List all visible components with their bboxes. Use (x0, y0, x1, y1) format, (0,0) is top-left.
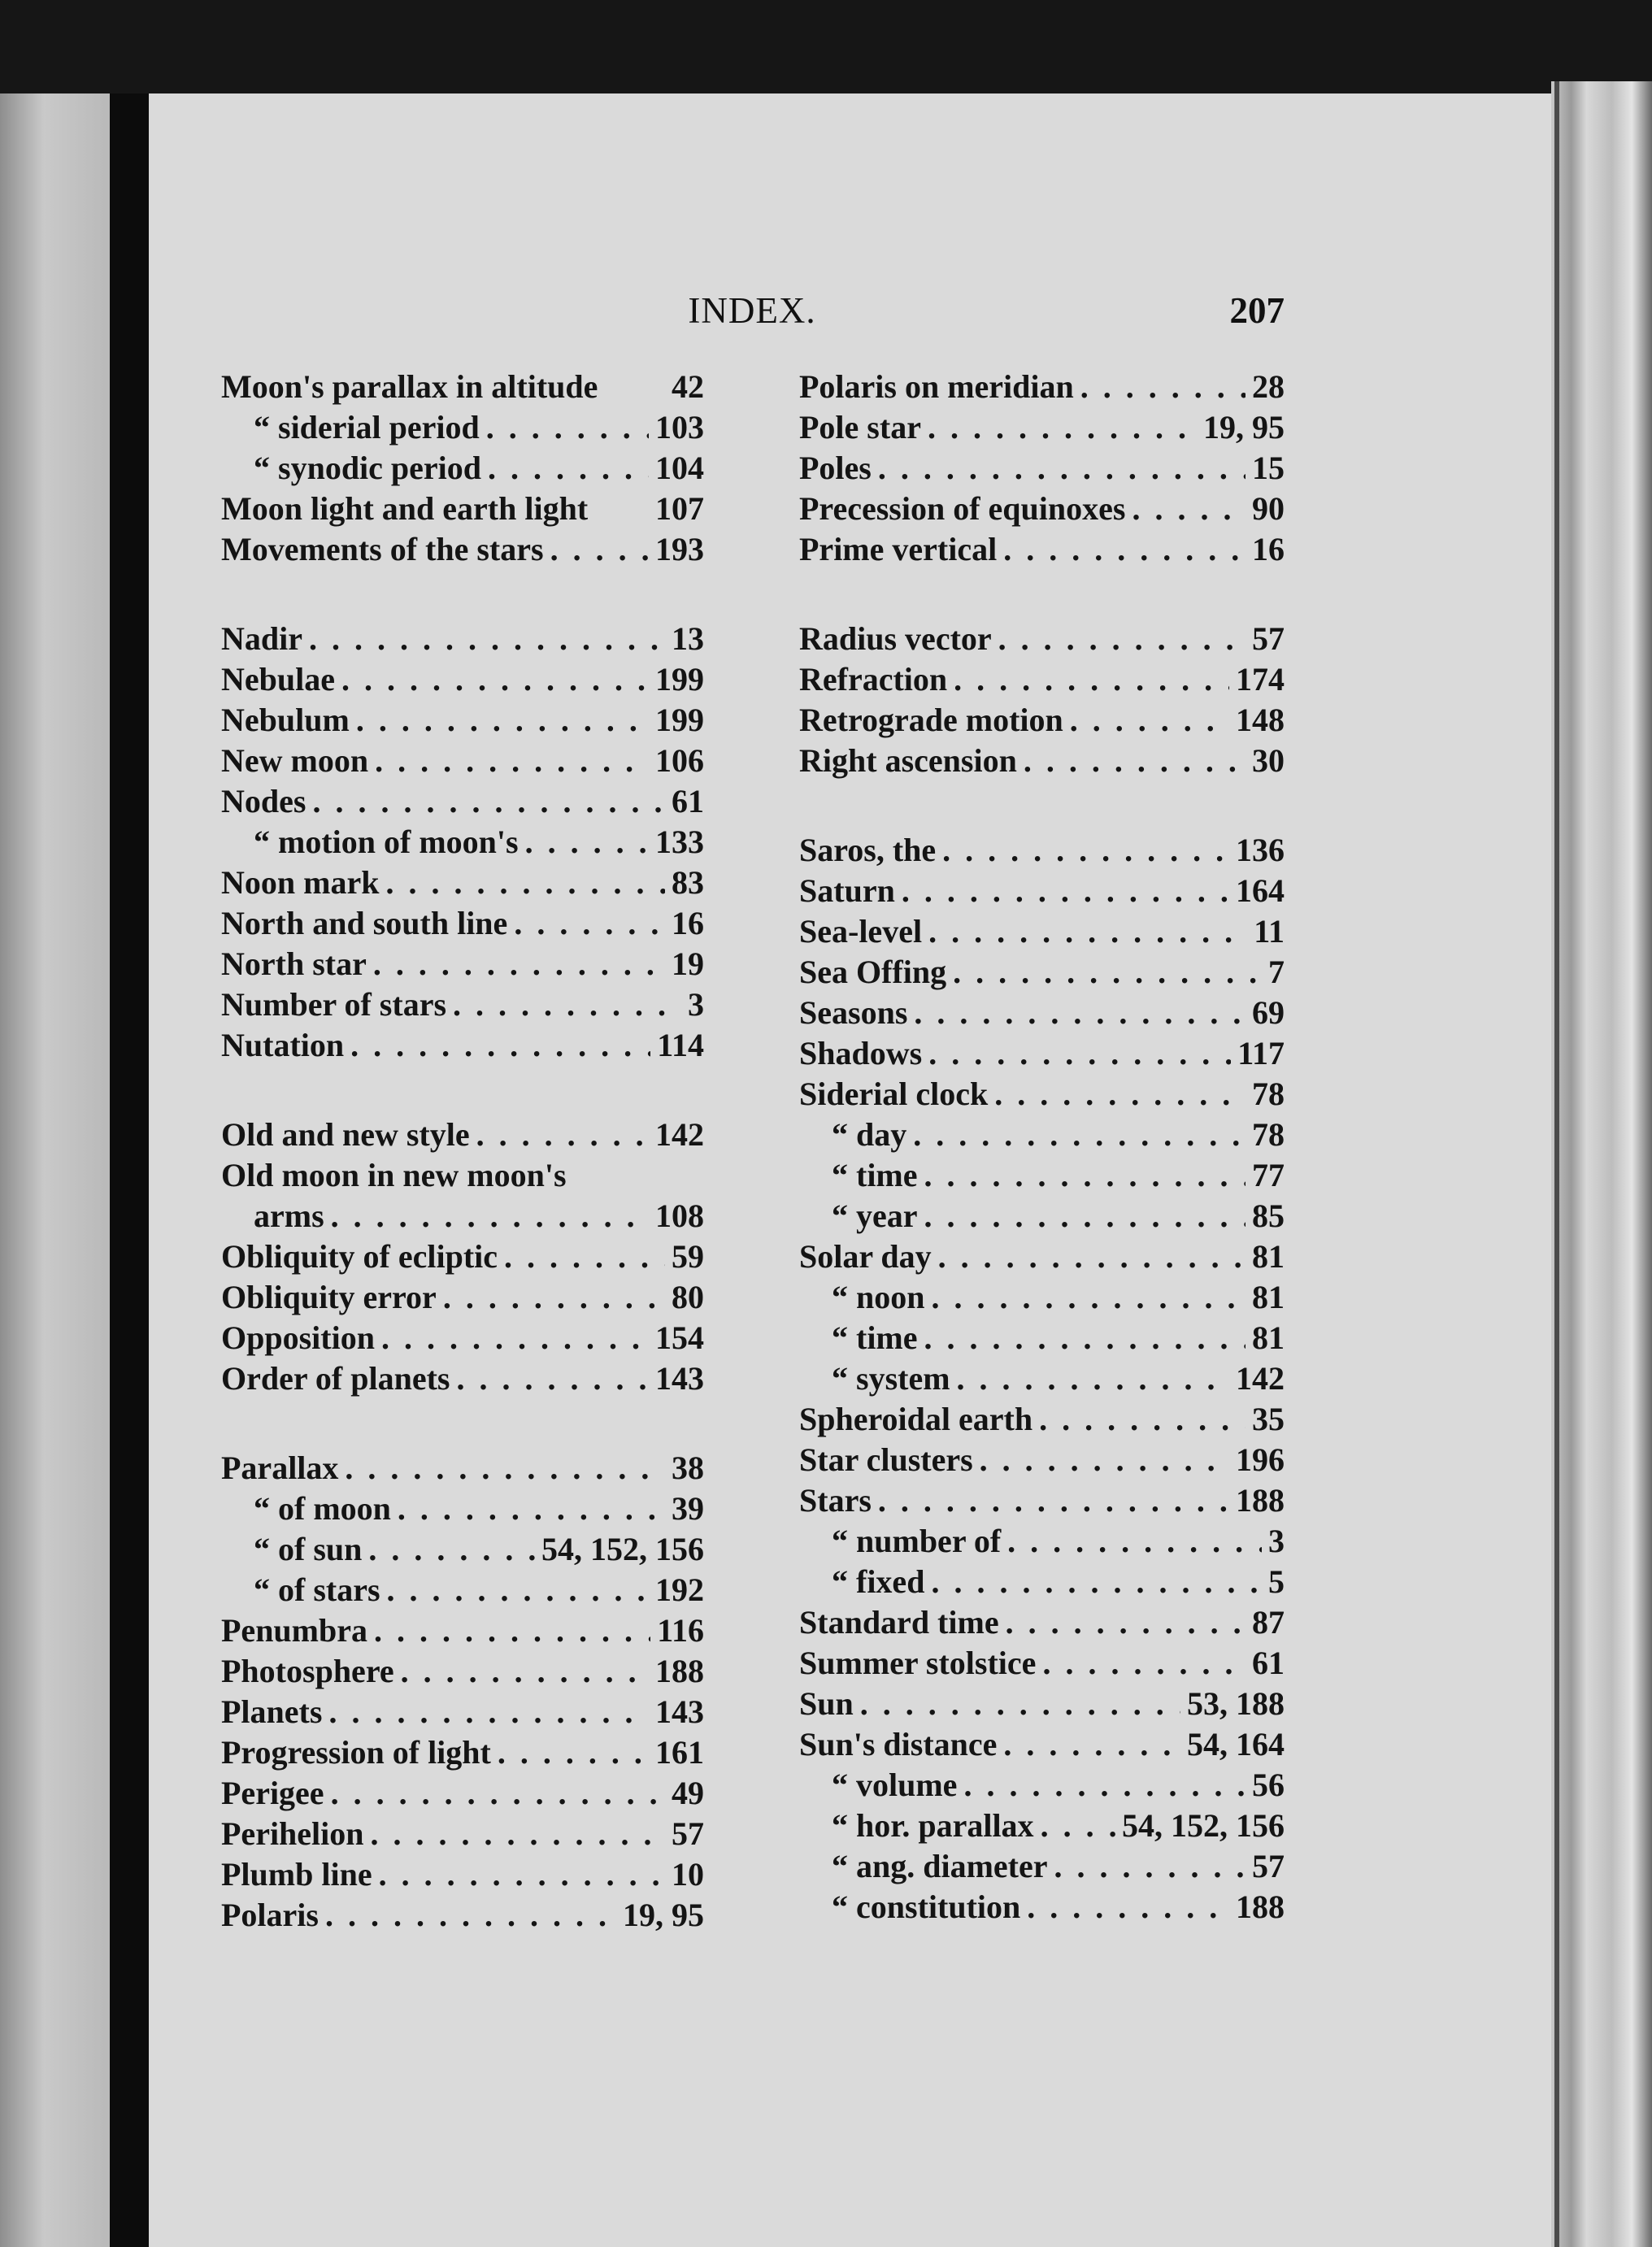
entry-label: Poles (799, 450, 872, 486)
entry-label: Obliquity error (221, 1279, 437, 1315)
entry-page-ref: 57 (1252, 620, 1285, 657)
leader-dots (328, 1693, 649, 1731)
index-entry (221, 1815, 704, 1855)
leader-dots (914, 993, 1246, 1032)
entry-label: “ volume (832, 1767, 958, 1803)
leader-dots (998, 619, 1246, 658)
entry-label: “ system (832, 1360, 950, 1397)
entry-page-ref: 15 (1252, 450, 1285, 486)
entry-label: Refraction (799, 661, 948, 698)
index-entry (221, 1278, 704, 1319)
entry-label: Summer stolstice (799, 1645, 1037, 1681)
leader-dots (938, 1237, 1246, 1276)
entry-label: “ motion of moon's (254, 824, 519, 860)
leader-dots (994, 1075, 1246, 1113)
entry-label: Shadows (799, 1035, 923, 1071)
index-entry (799, 1603, 1285, 1644)
index-entry (799, 1766, 1285, 1806)
entry-page-ref: 103 (655, 409, 704, 445)
leader-dots (913, 1115, 1246, 1154)
binding-shadow (110, 93, 149, 2247)
index-entry (799, 1319, 1285, 1359)
leader-dots (341, 660, 649, 698)
leader-dots (1070, 701, 1229, 739)
leader-dots (931, 1562, 1262, 1601)
entry-page-ref: 133 (655, 824, 704, 860)
index-entry (799, 1034, 1285, 1075)
index-entry (799, 530, 1285, 571)
index-entry (799, 1278, 1285, 1319)
entry-page-ref: 193 (655, 531, 704, 567)
index-entry (221, 1489, 704, 1530)
leader-dots (331, 1774, 665, 1812)
leader-dots (1027, 1888, 1229, 1926)
entry-label: Order of planets (221, 1360, 450, 1397)
entry-label: “ time (832, 1157, 918, 1193)
entry-page-ref: 81 (1252, 1279, 1285, 1315)
entry-label: North star (221, 945, 367, 982)
index-entry (799, 1847, 1285, 1888)
page-number: 207 (1229, 290, 1285, 331)
entry-page-ref: 142 (1236, 1360, 1285, 1397)
entry-label: Saros, the (799, 832, 937, 868)
leader-dots (345, 1449, 665, 1487)
entry-page-ref: 53, 188 (1187, 1685, 1285, 1722)
leader-dots (385, 863, 665, 902)
entry-label: “ noon (832, 1279, 925, 1315)
index-entry (799, 993, 1285, 1034)
index-entry (221, 985, 704, 1026)
index-entry (221, 1449, 704, 1489)
leader-dots (356, 701, 649, 739)
entry-label: Solar day (799, 1238, 932, 1275)
entry-label: Old and new style (221, 1116, 470, 1153)
index-entry (221, 1774, 704, 1815)
entry-label: Nebulae (221, 661, 335, 698)
entry-page-ref: 19 (672, 945, 704, 982)
entry-label: Right ascension (799, 742, 1017, 779)
index-entry (799, 1156, 1285, 1197)
leader-dots (954, 660, 1229, 698)
entry-label: Planets (221, 1693, 323, 1730)
leader-dots (932, 1278, 1246, 1316)
leader-dots (942, 831, 1229, 869)
index-entry (799, 1644, 1285, 1684)
index-entry (221, 449, 704, 489)
entry-label: Parallax (221, 1449, 339, 1486)
index-entry (799, 741, 1285, 782)
leader-dots (980, 1441, 1229, 1479)
entry-page-ref: 13 (672, 620, 704, 657)
leader-dots (371, 1815, 665, 1853)
entry-page-ref: 142 (655, 1116, 704, 1153)
entry-page-ref: 57 (1252, 1848, 1285, 1884)
index-entry (221, 945, 704, 985)
entry-label: Sea Offing (799, 954, 947, 990)
index-entry (221, 904, 704, 945)
entry-label: Prime vertical (799, 531, 998, 567)
index-entry (221, 741, 704, 782)
leader-dots (878, 1481, 1229, 1519)
entry-label: Obliquity of ecliptic (221, 1238, 498, 1275)
entry-page-ref: 81 (1252, 1238, 1285, 1275)
entry-page-ref: 174 (1236, 661, 1285, 698)
leader-dots (860, 1684, 1180, 1723)
index-entry (799, 1400, 1285, 1441)
index-entry (799, 1359, 1285, 1400)
entry-page-ref: 69 (1252, 994, 1285, 1031)
entry-page-ref: 42 (672, 368, 704, 405)
entry-page-ref: 78 (1252, 1116, 1285, 1153)
entry-page-ref: 28 (1252, 368, 1285, 405)
leader-dots (443, 1278, 665, 1316)
index-entry (221, 619, 704, 660)
index-entry (799, 1725, 1285, 1766)
entry-label: Number of stars (221, 986, 447, 1023)
leader-dots (878, 449, 1246, 487)
index-entry (799, 408, 1285, 449)
index-entry (221, 1026, 704, 1067)
index-entry (221, 408, 704, 449)
leader-dots (1006, 1603, 1246, 1641)
entry-label: Progression of light (221, 1734, 491, 1771)
entry-page-ref: 199 (655, 661, 704, 698)
entry-page-ref: 104 (655, 450, 704, 486)
index-entry (221, 1855, 704, 1896)
entry-label: Seasons (799, 994, 908, 1031)
entry-page-ref: 56 (1252, 1767, 1285, 1803)
entry-label: “ of stars (254, 1571, 380, 1608)
entry-page-ref: 35 (1252, 1401, 1285, 1437)
leader-dots (902, 871, 1229, 910)
entry-label: “ synodic period (254, 450, 482, 486)
entry-page-ref: 188 (655, 1653, 704, 1689)
leader-dots (1080, 367, 1246, 406)
entry-label: “ time (832, 1319, 918, 1356)
entry-page-ref: 7 (1268, 954, 1285, 990)
leader-dots (498, 1733, 649, 1771)
index-entry (221, 489, 704, 530)
entry-label: Sea-level (799, 913, 923, 950)
entry-page-ref: 136 (1236, 832, 1285, 868)
index-entry (799, 953, 1285, 993)
entry-label: “ ang. diameter (832, 1848, 1048, 1884)
leader-dots (1024, 741, 1246, 780)
entry-label: North and south line (221, 905, 508, 941)
entry-label: Retrograde motion (799, 702, 1063, 738)
leader-dots (504, 1237, 665, 1276)
entry-page-ref: 106 (655, 742, 704, 779)
entry-label: Nadir (221, 620, 302, 657)
index-entry (221, 782, 704, 823)
leader-dots (1007, 1522, 1262, 1560)
index-entry (221, 1896, 704, 1936)
entry-page-ref: 78 (1252, 1076, 1285, 1112)
index-entry (221, 530, 704, 571)
entry-page-ref: 39 (672, 1490, 704, 1527)
entry-page-ref: 148 (1236, 702, 1285, 738)
leader-dots (924, 1319, 1246, 1357)
entry-label: Moon's parallax in altitude (221, 368, 598, 405)
index-entry (799, 1237, 1285, 1278)
entry-label: Precession of equinoxes (799, 490, 1126, 527)
leader-dots (928, 912, 1247, 950)
entry-label: “ fixed (832, 1563, 925, 1600)
leader-dots (525, 823, 649, 861)
entry-label: Old moon in new moon's (221, 1157, 567, 1193)
entry-label: Star clusters (799, 1441, 973, 1478)
entry-page-ref: 161 (655, 1734, 704, 1771)
index-entry (221, 1359, 704, 1400)
leader-dots (486, 408, 649, 446)
entry-label: Standard time (799, 1604, 999, 1641)
leader-dots (953, 953, 1262, 991)
index-entry (221, 1237, 704, 1278)
entry-label: Perihelion (221, 1815, 364, 1852)
entry-page-ref: 49 (672, 1775, 704, 1811)
index-entry (799, 1441, 1285, 1481)
leader-dots (398, 1489, 665, 1528)
leader-dots (488, 449, 649, 487)
entry-page-ref: 196 (1236, 1441, 1285, 1478)
entry-page-ref: 19, 95 (623, 1897, 704, 1933)
entry-label: Stars (799, 1482, 872, 1519)
entry-label: “ constitution (832, 1888, 1021, 1925)
entry-page-ref: 90 (1252, 490, 1285, 527)
entry-label: “ hor. parallax (832, 1807, 1034, 1844)
entry-page-ref: 81 (1252, 1319, 1285, 1356)
leader-dots (1003, 1725, 1180, 1763)
index-entry (799, 831, 1285, 871)
leader-dots (1039, 1400, 1246, 1438)
page-stack-edge (1551, 81, 1652, 2247)
entry-page-ref: 154 (655, 1319, 704, 1356)
index-title: INDEX. (688, 290, 816, 331)
entry-label: Perigee (221, 1775, 324, 1811)
entry-page-ref: 3 (1268, 1523, 1285, 1559)
adjacent-page-edge (0, 93, 110, 2247)
entry-page-ref: 77 (1252, 1157, 1285, 1193)
index-entry (799, 619, 1285, 660)
index-entry (221, 1319, 704, 1359)
leader-dots (476, 1115, 649, 1154)
entry-page-ref: 85 (1252, 1197, 1285, 1234)
index-entry (799, 449, 1285, 489)
entry-page-ref: 57 (672, 1815, 704, 1852)
entry-label: Nutation (221, 1027, 345, 1063)
index-entry (799, 1806, 1285, 1847)
index-entry (221, 1530, 704, 1571)
index-entry (799, 701, 1285, 741)
leader-dots (379, 1855, 665, 1893)
entry-label: Polaris on meridian (799, 368, 1074, 405)
index-entry (799, 1197, 1285, 1237)
leader-dots (325, 1896, 616, 1934)
entry-page-ref: 54, 152, 156 (541, 1531, 704, 1567)
entry-label: Photosphere (221, 1653, 394, 1689)
index-entry (221, 1733, 704, 1774)
entry-label: Polaris (221, 1897, 319, 1933)
entry-page-ref: 11 (1254, 913, 1285, 950)
index-entry (799, 1888, 1285, 1928)
index-entry (799, 367, 1285, 408)
index-entry (799, 871, 1285, 912)
entry-label: Spheroidal earth (799, 1401, 1033, 1437)
leader-dots (1042, 1644, 1246, 1682)
entry-label: “ year (832, 1197, 918, 1234)
index-entry (221, 1571, 704, 1611)
entry-page-ref: 117 (1237, 1035, 1285, 1071)
entry-label: “ of sun (254, 1531, 363, 1567)
entry-label: Radius vector (799, 620, 992, 657)
entry-label: arms (254, 1197, 324, 1234)
leader-dots (928, 1034, 1231, 1072)
index-entry (799, 1075, 1285, 1115)
index-entry (221, 823, 704, 863)
leader-dots (963, 1766, 1246, 1804)
entry-label: Nebulum (221, 702, 350, 738)
leader-dots (401, 1652, 649, 1690)
entry-label: Noon mark (221, 864, 380, 901)
entry-label: Sun (799, 1685, 854, 1722)
entry-page-ref: 164 (1236, 872, 1285, 909)
entry-page-ref: 54, 164 (1187, 1726, 1285, 1762)
leader-dots (456, 1359, 649, 1397)
index-entry (799, 1522, 1285, 1562)
index-entry (221, 1611, 704, 1652)
entry-label: Sun's distance (799, 1726, 998, 1762)
entry-page-ref: 5 (1268, 1563, 1285, 1600)
entry-label: “ number of (832, 1523, 1002, 1559)
leader-dots (1003, 530, 1246, 568)
entry-page-ref: 143 (655, 1360, 704, 1397)
entry-label: “ day (832, 1116, 907, 1153)
entry-page-ref: 3 (688, 986, 704, 1023)
entry-label: Penumbra (221, 1612, 367, 1649)
leader-dots (312, 782, 665, 820)
page-header (220, 289, 1285, 338)
entry-page-ref: 116 (657, 1612, 704, 1649)
leader-dots (387, 1571, 649, 1609)
leader-dots (350, 1026, 650, 1064)
leader-dots (381, 1319, 649, 1357)
entry-label: Siderial clock (799, 1076, 989, 1112)
leader-dots (309, 619, 665, 658)
entry-page-ref: 19, 95 (1203, 409, 1285, 445)
leader-dots (957, 1359, 1229, 1397)
leader-dots (1041, 1806, 1115, 1845)
entry-label: Opposition (221, 1319, 375, 1356)
entry-label: Movements of the stars (221, 531, 544, 567)
leader-dots (368, 1530, 535, 1568)
entry-page-ref: 16 (672, 905, 704, 941)
index-entry (799, 1115, 1285, 1156)
index-entry (799, 660, 1285, 701)
entry-page-ref: 61 (672, 783, 704, 819)
leader-dots (514, 904, 665, 942)
index-entry (221, 1156, 704, 1197)
entry-label: New moon (221, 742, 369, 779)
index-entry (799, 1481, 1285, 1522)
leader-dots (375, 741, 649, 780)
leader-dots (373, 945, 665, 983)
index-entry (221, 1115, 704, 1156)
entry-page-ref: 143 (655, 1693, 704, 1730)
entry-page-ref: 80 (672, 1279, 704, 1315)
index-entry (799, 1684, 1285, 1725)
entry-page-ref: 38 (672, 1449, 704, 1486)
index-entry (221, 863, 704, 904)
entry-page-ref: 59 (672, 1238, 704, 1275)
leader-dots (1132, 489, 1246, 528)
leader-dots (928, 408, 1197, 446)
entry-page-ref: 188 (1236, 1888, 1285, 1925)
index-entry (221, 1652, 704, 1693)
leader-dots (331, 1197, 649, 1235)
leader-dots (374, 1611, 650, 1649)
leader-dots (453, 985, 681, 1024)
entry-label: Pole star (799, 409, 921, 445)
entry-page-ref: 87 (1252, 1604, 1285, 1641)
index-entry (221, 660, 704, 701)
index-entry (221, 701, 704, 741)
leader-dots (924, 1197, 1246, 1235)
entry-page-ref: 30 (1252, 742, 1285, 779)
index-entry (799, 912, 1285, 953)
entry-label: “ of moon (254, 1490, 391, 1527)
leader-dots (924, 1156, 1246, 1194)
entry-page-ref: 83 (672, 864, 704, 901)
entry-page-ref: 108 (655, 1197, 704, 1234)
entry-page-ref: 10 (672, 1856, 704, 1893)
index-entry (221, 1197, 704, 1237)
index-entry (221, 367, 704, 408)
index-entry (221, 1693, 704, 1733)
entry-page-ref: 192 (655, 1571, 704, 1608)
entry-label: “ siderial period (254, 409, 480, 445)
entry-label: Plumb line (221, 1856, 372, 1893)
entry-page-ref: 188 (1236, 1482, 1285, 1519)
leader-dots (1054, 1847, 1246, 1885)
entry-label: Nodes (221, 783, 306, 819)
entry-label: Moon light and earth light (221, 490, 589, 527)
index-entry (799, 489, 1285, 530)
entry-label: Saturn (799, 872, 895, 909)
entry-page-ref: 61 (1252, 1645, 1285, 1681)
entry-page-ref: 107 (655, 490, 704, 527)
entry-page-ref: 199 (655, 702, 704, 738)
index-entry (799, 1562, 1285, 1603)
entry-page-ref: 114 (657, 1027, 704, 1063)
entry-page-ref: 54, 152, 156 (1122, 1807, 1285, 1844)
page-edge-line (1554, 81, 1559, 2247)
entry-page-ref: 16 (1252, 531, 1285, 567)
leader-dots (550, 530, 649, 568)
